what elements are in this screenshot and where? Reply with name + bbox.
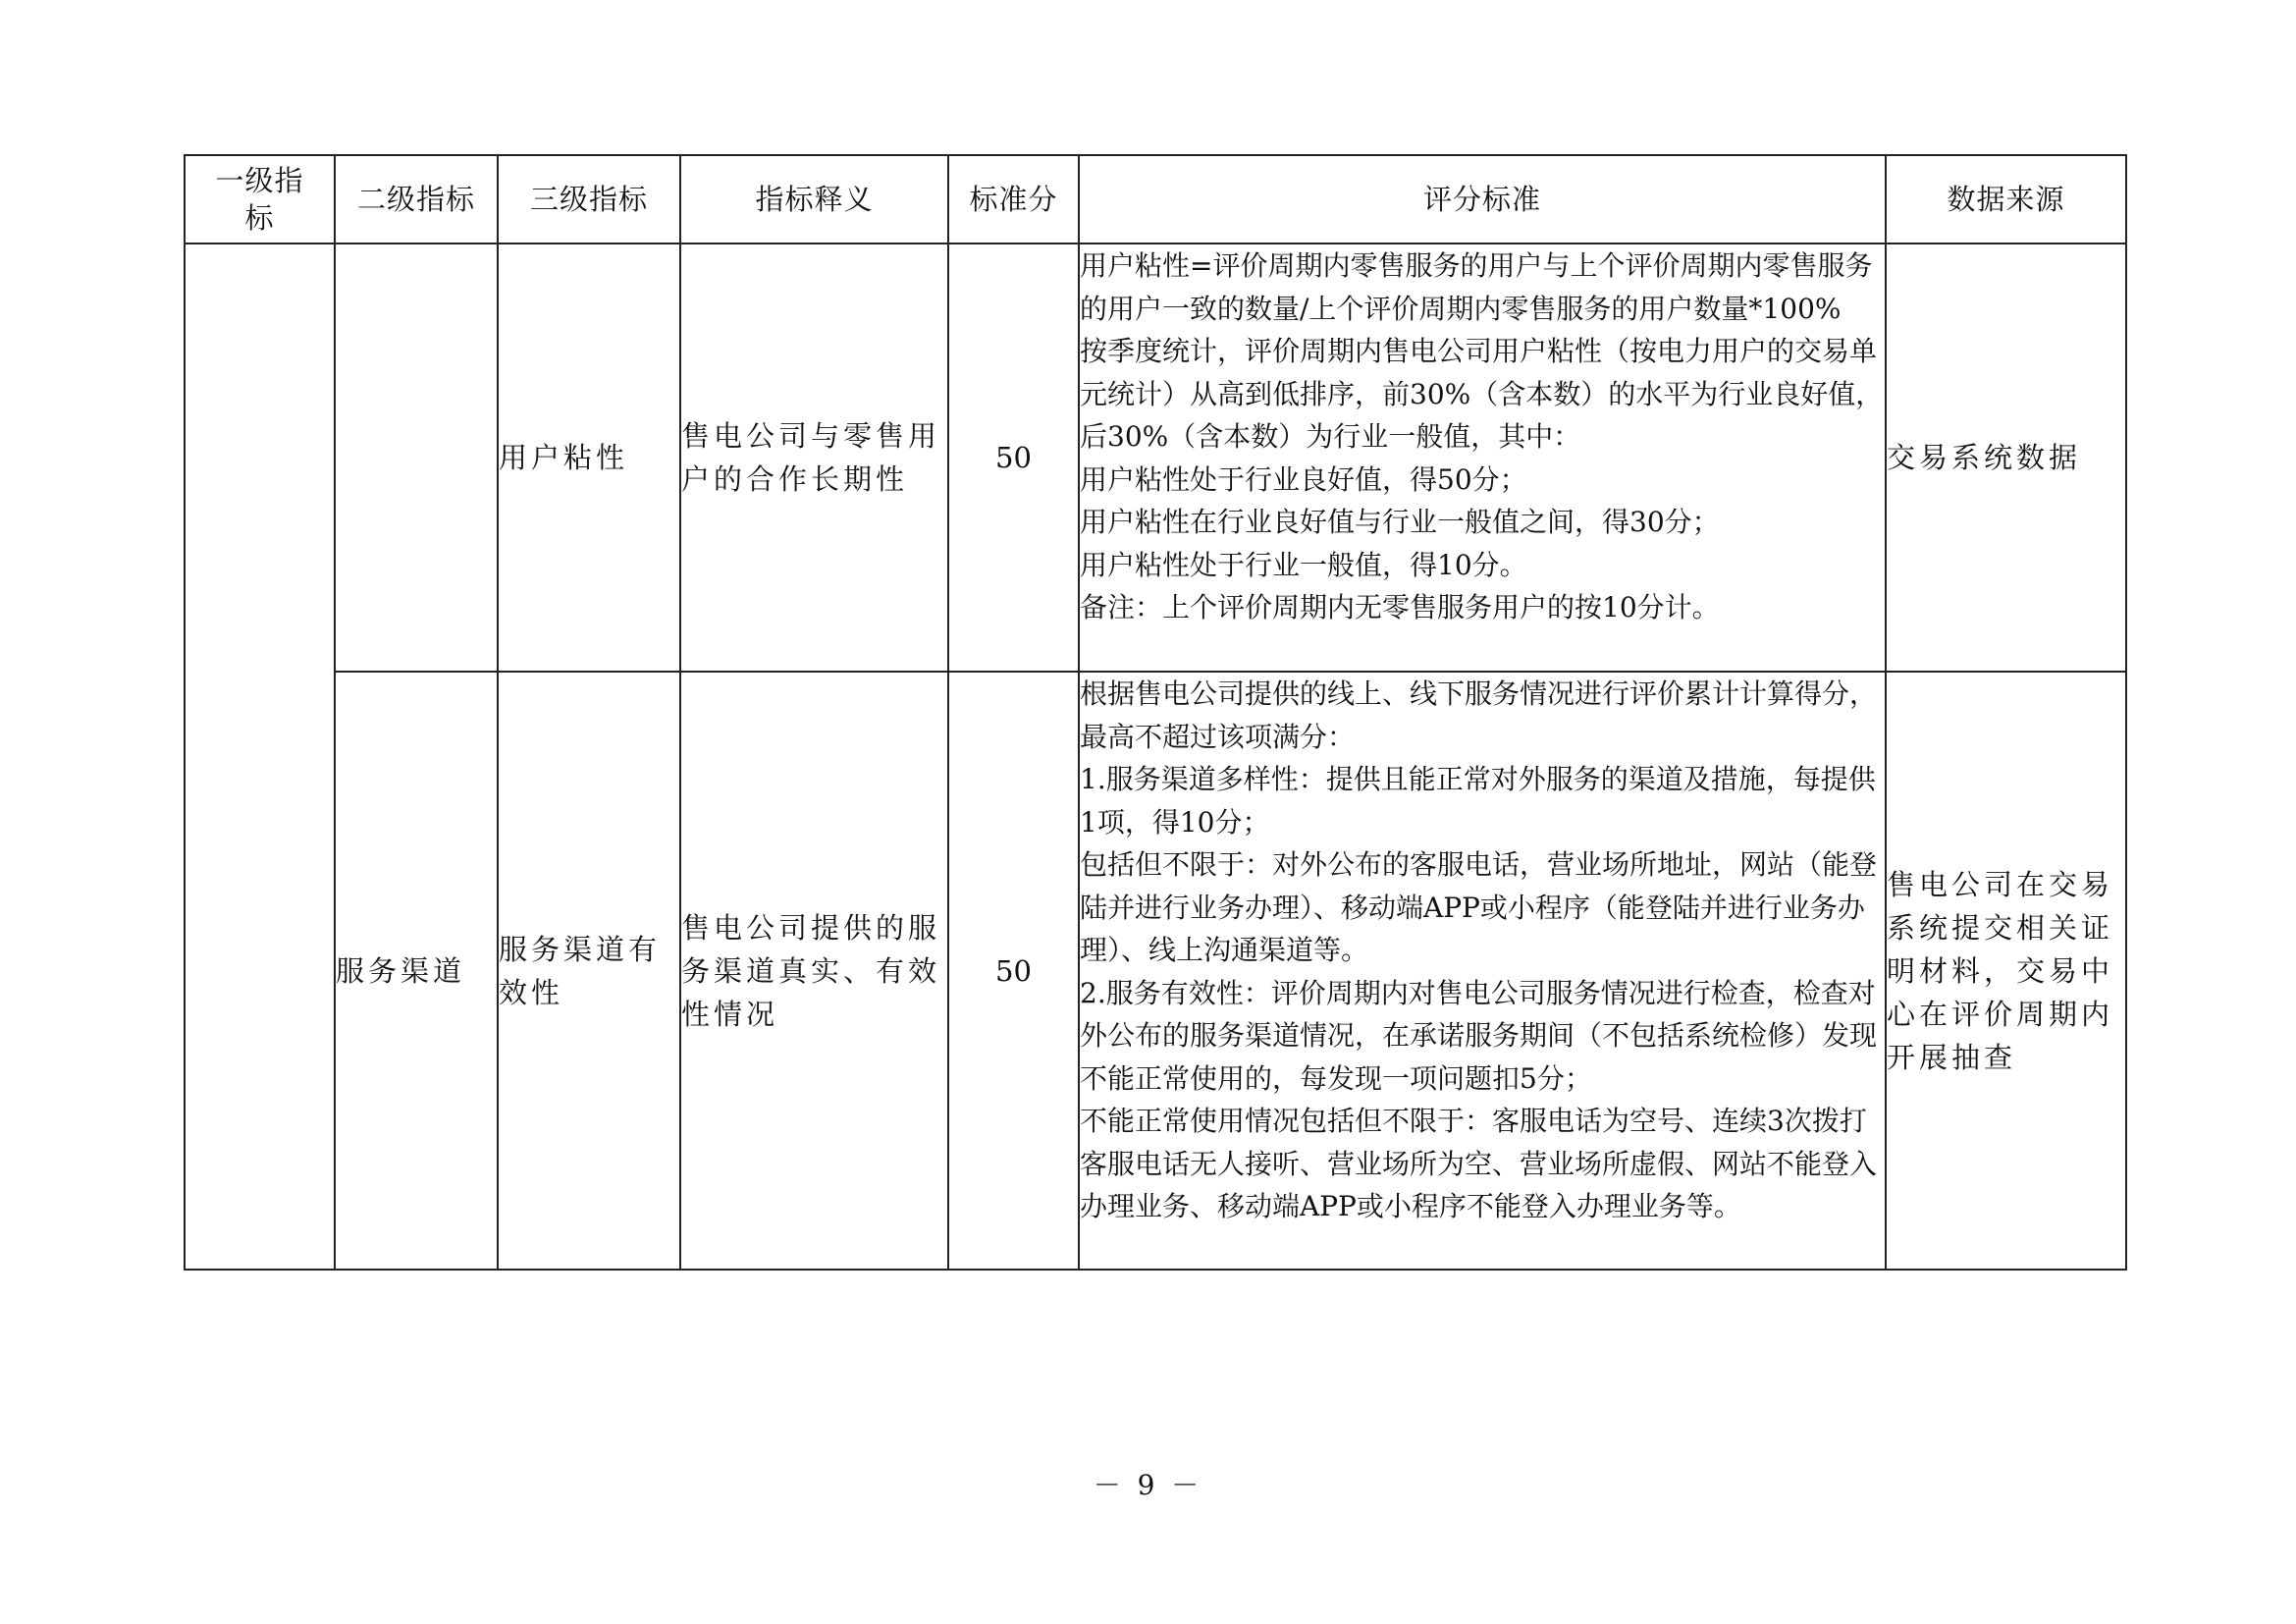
header-source: 数据来源	[1886, 155, 2126, 244]
criteria-line: 用户粘性=评价周期内零售服务的用户与上个评价周期内零售服务的用户一致的数量/上个评价周期内零售服务的用户数量*100%	[1080, 249, 1873, 325]
criteria-line: 不能正常使用情况包括但不限于：客服电话为空号、连续3次拨打客服电话无人接听、营业场所为空、营业场所虚假、网站不能登入办理业务、移动端APP或小程序不能登入办理业务等。	[1080, 1105, 1878, 1222]
criteria-cell	[1079, 244, 1886, 672]
definition-cell: 售电公司提供的服务渠道真实、有效性情况	[680, 672, 948, 1270]
table-row	[185, 672, 2126, 1270]
score-cell: 50	[948, 244, 1079, 672]
page-number: － 9 －	[1093, 1469, 1203, 1501]
level2-cell	[335, 244, 498, 672]
criteria-cell	[1079, 672, 1886, 1270]
evaluation-table	[184, 154, 2127, 1271]
header-criteria: 评分标准	[1079, 155, 1886, 244]
header-score: 标准分	[948, 155, 1079, 244]
criteria-line: 包括但不限于：对外公布的客服电话，营业场所地址，网站（能登陆并进行业务办理）、移动端APP或小程序（能登陆并进行业务办理）、线上沟通渠道等。	[1080, 848, 1878, 966]
criteria-line: 按季度统计，评价周期内售电公司用户粘性（按电力用户的交易单元统计）从高到低排序，前30%（含本数）的水平为行业良好值，后30%（含本数）为行业一般值，其中：	[1080, 335, 1884, 453]
header-definition: 指标释义	[680, 155, 948, 244]
criteria-line: 用户粘性处于行业一般值，得10分。	[1080, 548, 1527, 581]
score-cell: 50	[948, 672, 1079, 1270]
source-cell: 售电公司在交易系统提交相关证明材料，交易中心在评价周期内开展抽查	[1886, 672, 2126, 1270]
criteria-line: 根据售电公司提供的线上、线下服务情况进行评价累计计算得分，最高不超过该项满分：	[1080, 677, 1878, 753]
criteria-line: 1.服务渠道多样性：提供且能正常对外服务的渠道及措施，每提供1项，得10分；	[1080, 763, 1876, 839]
header-level2: 二级指标	[335, 155, 498, 244]
level1-cell	[185, 244, 335, 1270]
table-header-row	[185, 155, 2126, 244]
header-level3: 三级指标	[498, 155, 680, 244]
level3-cell: 服务渠道有效性	[498, 672, 680, 1270]
header-level1: 一级指标	[185, 155, 335, 244]
criteria-line: 用户粘性在行业良好值与行业一般值之间，得30分；	[1080, 506, 1720, 538]
source-cell: 交易系统数据	[1886, 244, 2126, 672]
level2-cell: 服务渠道	[335, 672, 498, 1270]
table-row	[185, 244, 2126, 672]
definition-cell: 售电公司与零售用户的合作长期性	[680, 244, 948, 672]
level3-cell: 用户粘性	[498, 244, 680, 672]
criteria-line: 备注：上个评价周期内无零售服务用户的按10分计。	[1080, 591, 1720, 623]
criteria-line: 用户粘性处于行业良好值，得50分；	[1080, 462, 1527, 496]
criteria-line: 2.服务有效性：评价周期内对售电公司服务情况进行检查，检查对外公布的服务渠道情况，在承诺服务期间（不包括系统检修）发现不能正常使用的，每发现一项问题扣5分；	[1080, 976, 1878, 1095]
